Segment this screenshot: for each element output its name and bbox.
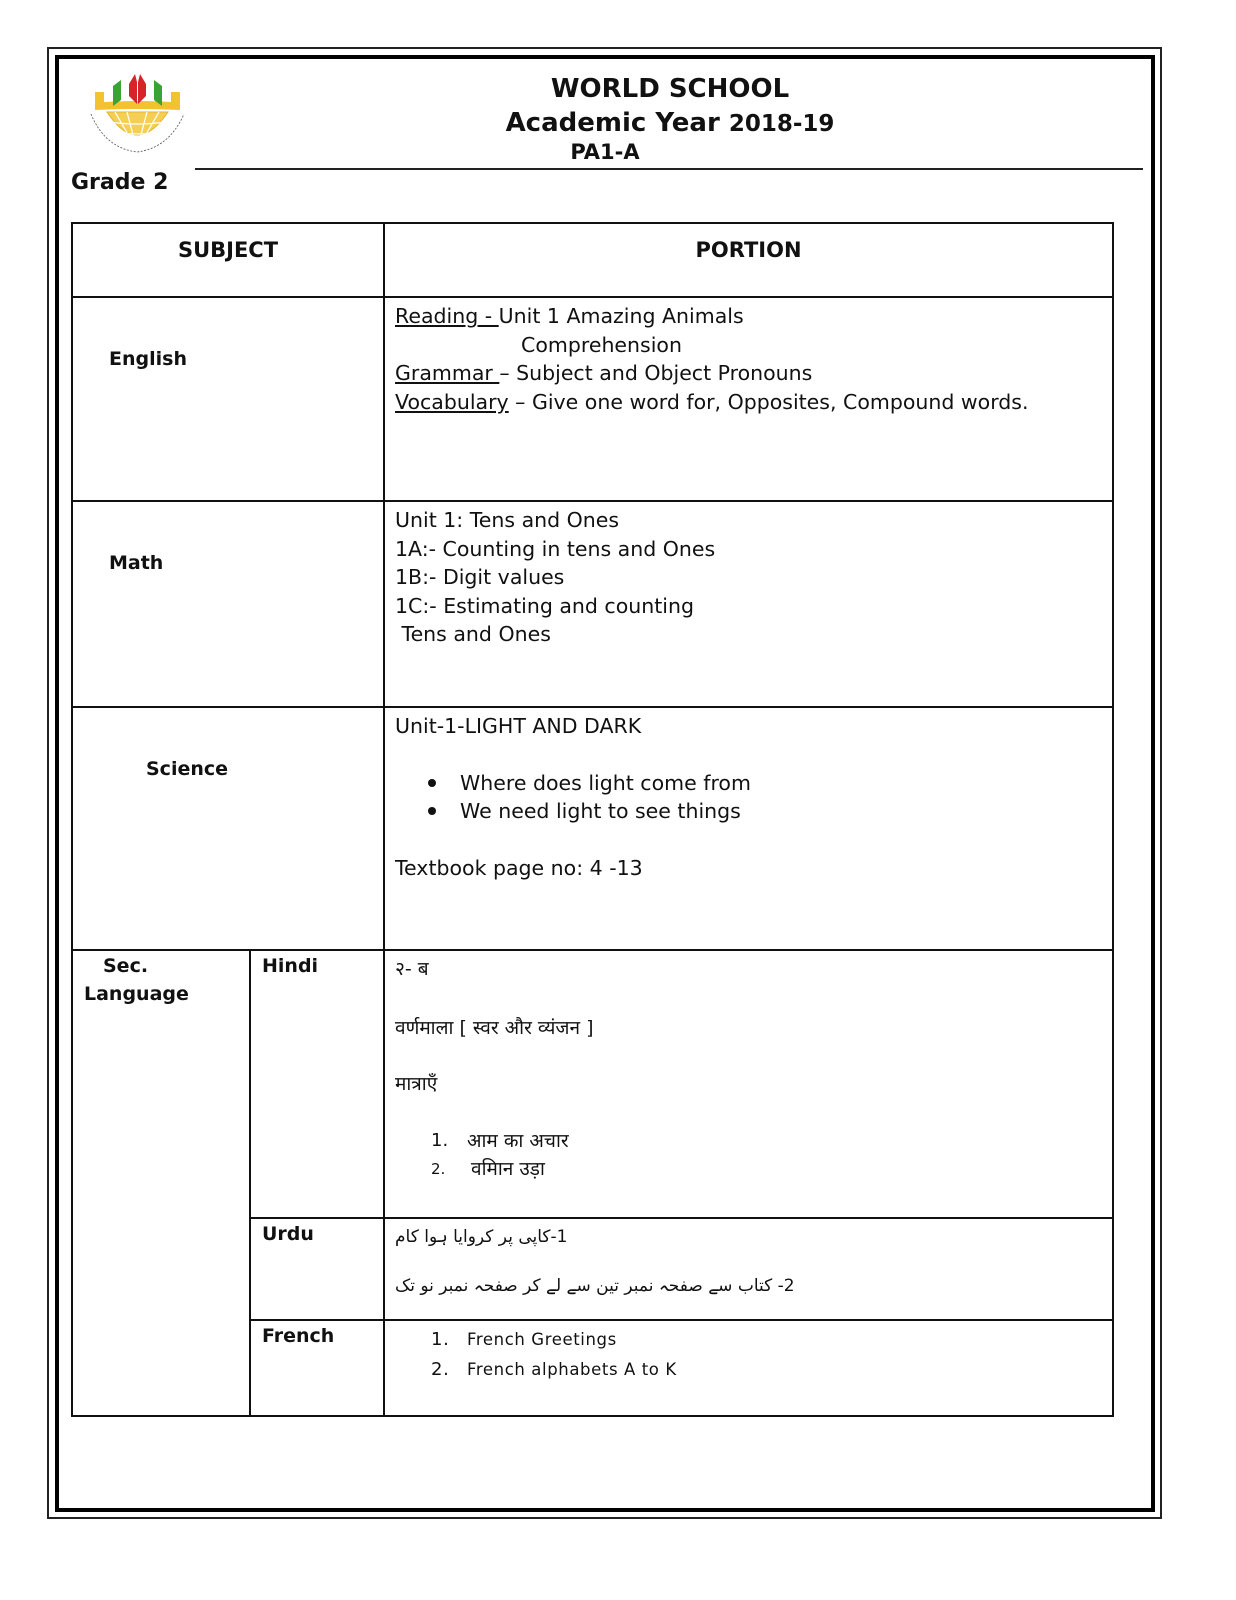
subject-column-header: SUBJECT — [72, 223, 384, 297]
header-divider — [195, 168, 1143, 170]
portion-english: Reading - Unit 1 Amazing Animals Comprehension Grammar – Subject and Object Pronouns Vocabulary – Give one word for, Opposites, Compound words. — [384, 297, 1113, 501]
table-header-row — [72, 223, 1113, 297]
bullet-icon — [428, 779, 436, 787]
portion-table — [71, 222, 1114, 1417]
bullet-icon — [428, 807, 436, 815]
table-row-hindi — [72, 950, 1113, 1218]
list-item: Where does light come from — [428, 769, 1102, 798]
subject-english: English — [72, 297, 384, 501]
school-logo-icon — [85, 70, 190, 155]
subject-math: Math — [72, 501, 384, 707]
table-row-science — [72, 707, 1113, 950]
academic-year-value: 2018-19 — [728, 111, 835, 137]
table-row-math — [72, 501, 1113, 707]
subject-sec-language: Sec. Language — [72, 950, 250, 1416]
assessment-title: PA1-A — [570, 140, 640, 164]
list-item: 2. French alphabets A to K — [431, 1359, 677, 1380]
list-item: We need light to see things — [428, 797, 1102, 826]
table-row-english — [72, 297, 1113, 501]
language-urdu: Urdu — [250, 1218, 384, 1320]
portion-science: Unit-1-LIGHT AND DARK Where does light come from We need light to see things Textbook page no: 4 -13 — [384, 707, 1113, 950]
portion-french — [384, 1320, 1113, 1416]
academic-year — [400, 108, 940, 138]
portion-column-header: PORTION — [384, 223, 1113, 297]
list-item: 2. वमिान उड़ा — [431, 1158, 545, 1180]
subject-science: Science — [72, 707, 384, 950]
grade-label: Grade 2 — [71, 170, 169, 195]
portion-hindi: २- ब वर्णमाला [ स्वर और व्यंजन ] मात्राएँ 1. आम का अचार 2. वमिान उड़ा — [384, 950, 1113, 1218]
academic-year-label: Academic Year — [505, 108, 720, 138]
language-hindi: Hindi — [250, 950, 384, 1218]
list-item: 1. आम का अचार — [431, 1129, 569, 1152]
language-french: French — [250, 1320, 384, 1416]
portion-urdu: 1-کاپی پر کروایا ہوا کام 2- کتاب سے صفحہ نمبر تین سے لے کر صفحہ نمبر نو تک — [384, 1218, 1113, 1320]
school-name: WORLD SCHOOL — [550, 74, 790, 104]
portion-math: Unit 1: Tens and Ones 1A:- Counting in tens and Ones 1B:- Digit values 1C:- Estimating and counting Tens and Ones — [384, 501, 1113, 707]
list-item: 1. French Greetings — [431, 1329, 617, 1350]
